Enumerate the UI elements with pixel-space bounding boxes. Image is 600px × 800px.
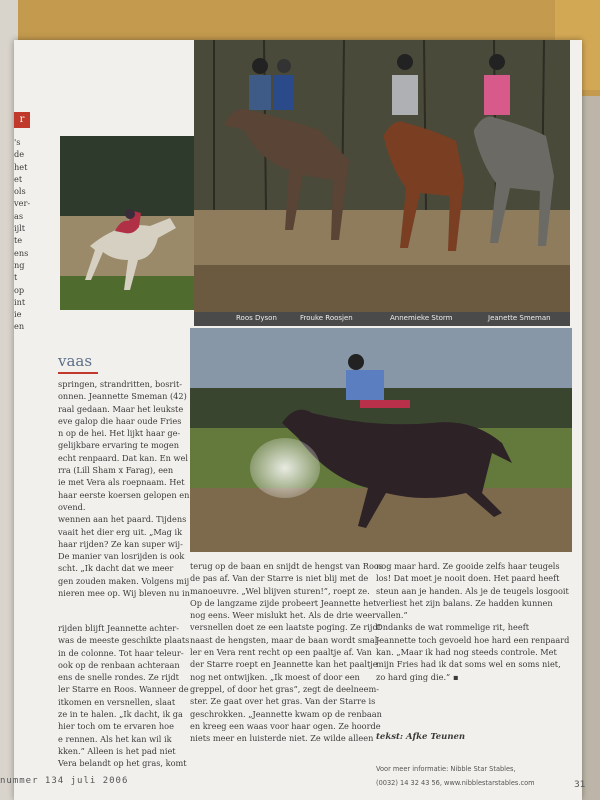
margin-fragment: ijlt (14, 223, 26, 234)
article-heading-fragment: vaas (58, 352, 93, 370)
text-line: nog net ontwijken. „Ik moest of door een (190, 671, 360, 682)
margin-fragment: as (14, 210, 24, 221)
text-line: haar rijden? Ze kan super wij- (58, 538, 183, 549)
page-number: 31 (574, 780, 586, 790)
text-line: ovend. (58, 501, 86, 512)
body-column-1 (58, 378, 188, 599)
text-line: zo hard ging die.” ▪ (376, 671, 459, 682)
text-line: gelijkbare ervaring te mogen (58, 440, 180, 451)
text-line: hier toch om te ervaren hoe (58, 721, 174, 732)
text-line: raal gedaan. Maar het leukste (58, 403, 184, 414)
text-line: gen zouden maken. Volgens mij (58, 575, 190, 586)
text-line: ens de snelle rondes. Ze rijdt (58, 672, 179, 683)
text-line: nog eens. Weer mislukt het. Als de drie weer (190, 610, 377, 621)
contact-info (376, 762, 535, 790)
text-line: der Starre roept en Jeannette kan het paaltje (190, 659, 378, 670)
text-line: niets meer en luisterde niet. Ze wilde alleen (190, 733, 374, 744)
text-line: en kreeg een waas voor haar ogen. Ze hoorde (190, 720, 381, 731)
text-line: rra (Lill Sham x Farag), een (58, 465, 174, 476)
text-line: wennen aan het paard. Tijdens (58, 514, 187, 525)
text-line: in de colonne. Tot haar teleur- (58, 647, 184, 658)
text-line: ler en Vera rent recht op een paaltje af. Van (190, 647, 372, 658)
body-column-1-lower (58, 622, 188, 770)
text-line: mijn Fries had ik dat soms wel en soms niet, (376, 659, 561, 670)
magazine-page (14, 40, 582, 800)
body-column-2 (190, 560, 384, 744)
text-line: eve galop die haar oude Fries (58, 415, 182, 426)
margin-fragment: int (14, 296, 26, 307)
text-line: Vera belandt op het gras, komt (58, 758, 187, 769)
margin-fragments (14, 136, 31, 333)
text-line: versnellen doet ze een laatste poging. Ze rijdt (190, 622, 381, 633)
text-line: nog maar hard. Ze gooide zelfs haar teugels (376, 561, 560, 571)
photo-caption-4: Jeanette Smeman (488, 314, 551, 322)
photo-rider-gallop (60, 136, 194, 310)
section-tab: r (14, 112, 30, 128)
photo-racehorse-gallop (190, 328, 572, 552)
text-line: vaait het dier erg uit. „Mag ik (58, 526, 183, 537)
flash-glare (250, 438, 320, 498)
text-line: verliest het zijn balans. Ze hadden kunnen (376, 597, 553, 608)
photo-caption-2: Frouke Roosjen (300, 314, 353, 322)
info-line: Voor meer informatie: Nibble Star Stables, (376, 765, 516, 773)
photo-caption-1: Roos Dyson (236, 314, 277, 322)
body-column-3 (376, 560, 570, 683)
text-line: scht. „Ik dacht dat we meer (58, 563, 174, 574)
margin-fragment: ng (14, 259, 25, 270)
text-line: springen, strandritten, bosrit- (58, 379, 183, 389)
text-line: ie met Vera als roepnaam. Het (58, 477, 185, 488)
text-line: steun aan je handen. Als je de teugels losgooit (376, 585, 569, 596)
author-credit: tekst: Afke Teunen (376, 732, 466, 742)
text-line: De manier van losrijden is ook (58, 551, 185, 562)
text-line: nieren mee op. Wij bleven nu in (58, 588, 190, 599)
margin-fragment: ie (14, 309, 22, 320)
text-line: los! Dat moet je nooit doen. Het paard heeft (376, 573, 560, 584)
text-line: e rennen. Als het kan wil ik (58, 733, 172, 744)
text-line: terug op de baan en snijdt de hengst van Roos (190, 561, 384, 571)
text-line: itkomen en versnellen, slaat (58, 696, 176, 707)
text-line: onnen. Jeannette Smeman (42) (58, 391, 187, 402)
text-line: de pas af. Van der Starre is niet blij met de (190, 573, 369, 584)
margin-fragment: ver- (14, 198, 31, 209)
issue-footer: nummer 134 juli 2006 (0, 776, 129, 786)
text-line: n op de hei. Het lijkt haar ge- (58, 428, 181, 439)
text-line: ook op de renbaan achteraan (58, 659, 180, 670)
text-line: Op de langzame zijde probeert Jeannette het (190, 597, 377, 608)
text-line: vallen.” (376, 610, 408, 621)
text-line: ster. Ze gaat over het gras. Van der Starre is (190, 696, 376, 707)
margin-fragment: ols (14, 186, 26, 197)
text-line: rijden blijft Jeannette achter- (58, 623, 179, 633)
text-line: haar eerste koersen gelopen en (58, 489, 190, 500)
text-line: ler Starre en Roos. Wanneer de (58, 684, 189, 695)
margin-fragment: 's (14, 137, 21, 147)
text-line: naast de hengsten, maar de baan wordt smal- (190, 634, 381, 645)
margin-fragment: de (14, 149, 25, 160)
margin-fragment: het (14, 161, 28, 172)
text-line: kan. „Maar ik had nog steeds controle. Met (376, 647, 557, 658)
heading-accent-rule (58, 372, 98, 374)
margin-fragment: op (14, 284, 25, 295)
text-line: was de meeste geschikte plaats (58, 635, 190, 646)
text-line: Ondanks de wat rommelige rit, heeft (376, 622, 530, 633)
info-line: (0032) 14 32 43 56, www.nibblestarstables.com (376, 779, 535, 787)
text-line: geschrokken. „Jeannette kwam op de renbaan (190, 708, 382, 719)
margin-fragment: en (14, 321, 25, 332)
text-line: echt renpaard. Dat kan. En wel (58, 452, 188, 463)
text-line: kken.” Alleen is het pad niet (58, 745, 176, 756)
margin-fragment: ens (14, 247, 29, 258)
text-line: ze in te halen. „Ik dacht, ik ga (58, 709, 183, 720)
text-line: manoeuvre. „Wel blijven sturen!”, roept ze. (190, 585, 370, 596)
margin-fragment: et (14, 173, 23, 184)
margin-fragment: te (14, 235, 23, 246)
photo-four-riders (194, 40, 570, 312)
margin-fragment: t (14, 272, 18, 283)
photo-caption-3: Annemieke Storm (390, 314, 453, 322)
text-line: greppel, of door het gras”, zegt de deelneem- (190, 683, 379, 694)
text-line: Jeannette toch gevoeld hoe hard een renpaard (376, 634, 570, 645)
